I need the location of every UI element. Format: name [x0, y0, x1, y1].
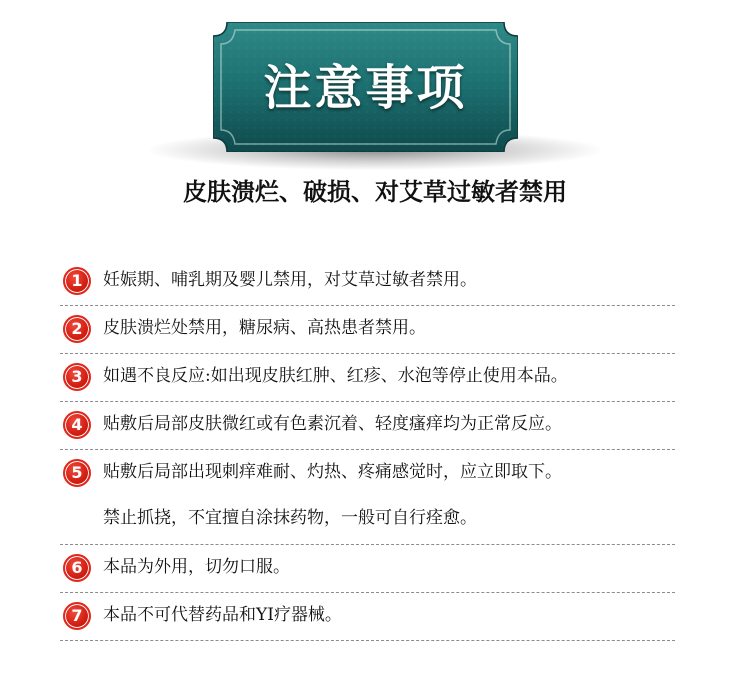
title-banner [213, 22, 518, 152]
banner-title: 注意事项 [263, 60, 468, 116]
number-1-icon: 1 [63, 267, 91, 295]
notice-text: 本品不可代替药品和YI疗器械。 [103, 605, 342, 625]
notice-text: 如遇不良反应:如出现皮肤红肿、红疹、水泡等停止使用本品。 [103, 366, 568, 386]
notice-item [60, 402, 675, 450]
notice-text: 妊娠期、哺乳期及婴儿禁用，对艾草过敏者禁用。 [103, 270, 477, 290]
number-4-icon: 4 [63, 411, 91, 439]
notice-item [60, 593, 675, 641]
notice-text: 本品为外用，切勿口服。 [103, 557, 290, 577]
notice-text-continued: 禁止抓挠，不宜擅自涂抹药物，一般可自行痊愈。 [103, 508, 477, 528]
notice-list [60, 258, 675, 641]
notice-item [60, 306, 675, 354]
number-6-icon: 6 [63, 554, 91, 582]
notice-item [60, 258, 675, 306]
subtitle: 皮肤溃烂、破损、对艾草过敏者禁用 [183, 178, 567, 206]
notice-item [60, 354, 675, 402]
notice-text: 皮肤溃烂处禁用，糖尿病、高热患者禁用。 [103, 318, 426, 338]
notice-item [60, 545, 675, 593]
notice-text: 贴敷后局部出现刺痒难耐、灼热、疼痛感觉时，应立即取下。 [103, 462, 562, 482]
notice-text: 贴敷后局部皮肤微红或有色素沉着、轻度瘙痒均为正常反应。 [103, 414, 562, 434]
number-3-icon: 3 [63, 363, 91, 391]
number-7-icon: 7 [63, 602, 91, 630]
number-2-icon: 2 [63, 315, 91, 343]
number-5-icon: 5 [63, 459, 91, 487]
notice-item [60, 450, 675, 545]
